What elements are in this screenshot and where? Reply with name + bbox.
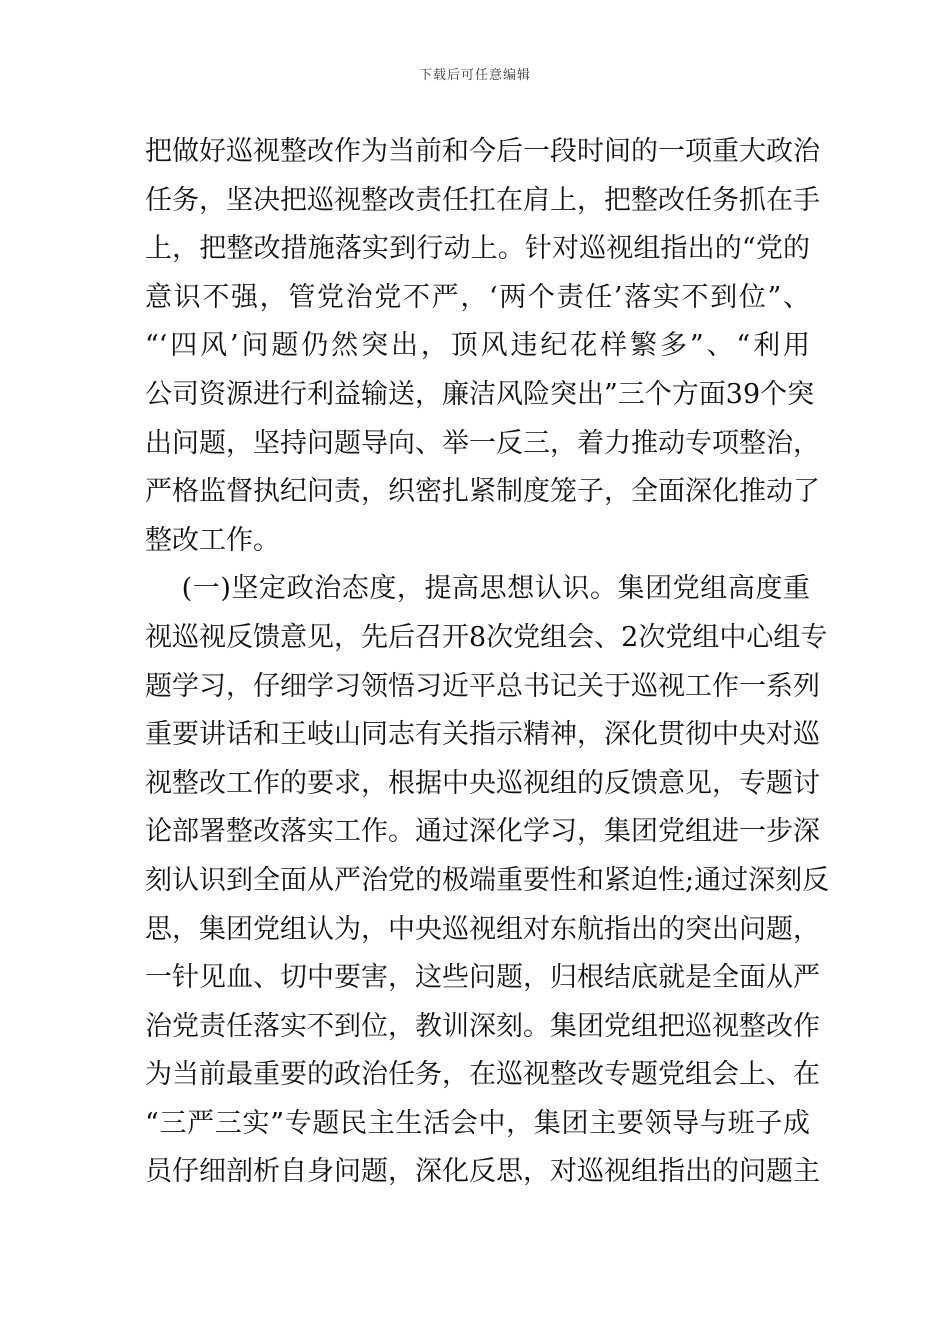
text-line: 思，集团党组认为，中央巡视组对东航指出的突出问题， (145, 913, 820, 945)
text-line: 视整改工作的要求，根据中央巡视组的反馈意见，专题讨 (145, 767, 820, 799)
text-line: 任务，坚决把巡视整改责任扛在肩上，把整改任务抓在手 (145, 184, 820, 216)
text-line: 题学习，仔细学习领悟习近平总书记关于巡视工作一系列 (145, 670, 820, 702)
text-line: 出问题，坚持问题导向、举一反三，着力推动专项整治， (145, 427, 820, 459)
document-body (145, 128, 830, 1197)
text-line: 公司资源进行利益输送，廉洁风险突出”三个方面39个突 (145, 378, 815, 410)
text-line: 意识不强，管党治党不严，‘两个责任’落实不到位”、 (145, 281, 810, 313)
text-line: 治党责任落实不到位，教训深刻。集团党组把巡视整改作 (145, 1010, 820, 1042)
text-line: 重要讲话和王岐山同志有关指示精神，深化贯彻中央对巡 (145, 719, 820, 751)
text-line: 论部署整改落实工作。通过深化学习，集团党组进一步深 (145, 816, 820, 848)
text-line: 刻认识到全面从严治党的极端重要性和紧迫性;通过深刻反 (145, 864, 830, 896)
text-line: 员仔细剖析自身问题，深化反思，对巡视组指出的问题主 (145, 1156, 820, 1188)
text-line: “三严三实”专题民主生活会中，集团主要领导与班子成 (145, 1107, 810, 1139)
text-line: 整改工作。 (145, 524, 280, 556)
text-line: 把做好巡视整改作为当前和今后一段时间的一项重大政治 (145, 136, 820, 167)
text-line: 为当前最重要的政治任务，在巡视整改专题党组会上、在 (145, 1059, 820, 1091)
text-line: 一针见血、切中要害，这些问题，归根结底就是全面从严 (145, 962, 820, 994)
text-line: 上，把整改措施落实到行动上。针对巡视组指出的“党的 (145, 233, 810, 265)
text-line: 严格监督执纪问责，织密扎紧制度笼子，全面深化推动了 (145, 476, 820, 508)
paragraph (145, 128, 820, 565)
text-line: “‘四风’问题仍然突出，顶风违纪花样繁多”、“利用 (145, 330, 810, 362)
text-line: 视巡视反馈意见，先后召开8次党组会、2次党组中心组专 (145, 621, 828, 653)
text-line: (一)坚定政治态度，提高思想认识。集团党组高度重 (145, 573, 810, 605)
page-header: 下载后可任意编辑 (418, 68, 531, 83)
paragraph (145, 565, 830, 1197)
